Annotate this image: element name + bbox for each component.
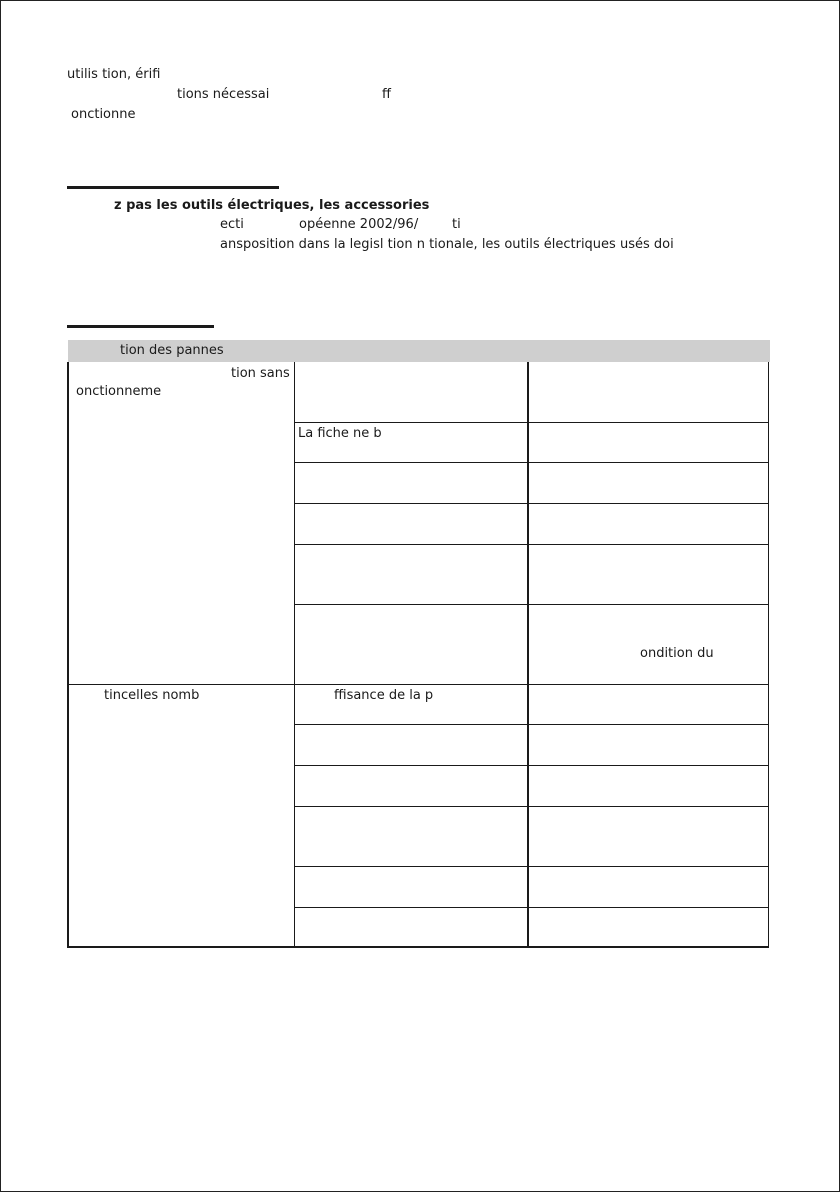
section-rule-troubleshooting bbox=[67, 325, 214, 328]
environment-line-1b: opéenne 2002/96/ bbox=[299, 217, 419, 232]
table-row-divider bbox=[294, 604, 769, 605]
table-row-divider bbox=[294, 806, 769, 807]
symptom-2: tincelles nomb bbox=[104, 688, 200, 703]
intro-line-2b: ff bbox=[382, 87, 391, 102]
table-row-divider bbox=[294, 907, 769, 908]
table-row-divider bbox=[294, 724, 769, 725]
table-row-divider bbox=[294, 544, 769, 545]
cause-2-1: ffisance de la p bbox=[334, 688, 434, 703]
table-row-divider bbox=[294, 866, 769, 867]
environment-line-1a: ecti bbox=[220, 217, 244, 232]
section-rule-environment bbox=[67, 186, 279, 189]
symptom-1-line-1: tion sans bbox=[231, 366, 290, 381]
table-row-divider bbox=[294, 503, 769, 504]
symptom-1-line-2: onctionneme bbox=[76, 384, 162, 399]
intro-line-2: tions nécessai bbox=[177, 87, 270, 102]
troubleshooting-table-header bbox=[68, 340, 770, 362]
table-border-left bbox=[67, 362, 69, 948]
table-row-divider bbox=[294, 765, 769, 766]
environment-line-2: ansposition dans la legisl tion n tionale, les outils électriques usés doi bbox=[220, 237, 674, 252]
table-column-divider-1 bbox=[294, 362, 295, 948]
table-border-right bbox=[768, 362, 769, 948]
intro-line-3: onctionne bbox=[71, 107, 136, 122]
environment-heading: z pas les outils électriques, les accessories bbox=[114, 198, 430, 213]
table-row-divider bbox=[294, 462, 769, 463]
table-group-divider bbox=[67, 684, 769, 685]
remedy-1-6: ondition du bbox=[640, 646, 714, 661]
troubleshooting-header-label: tion des pannes bbox=[120, 343, 224, 358]
environment-line-1c: ti bbox=[452, 217, 461, 232]
cause-1-2: La fiche ne b bbox=[298, 426, 382, 441]
table-row-divider bbox=[294, 422, 769, 423]
intro-line-1: utilis tion, érifi bbox=[67, 67, 161, 82]
table-column-divider-2 bbox=[527, 362, 529, 948]
table-border-bottom bbox=[67, 946, 769, 948]
